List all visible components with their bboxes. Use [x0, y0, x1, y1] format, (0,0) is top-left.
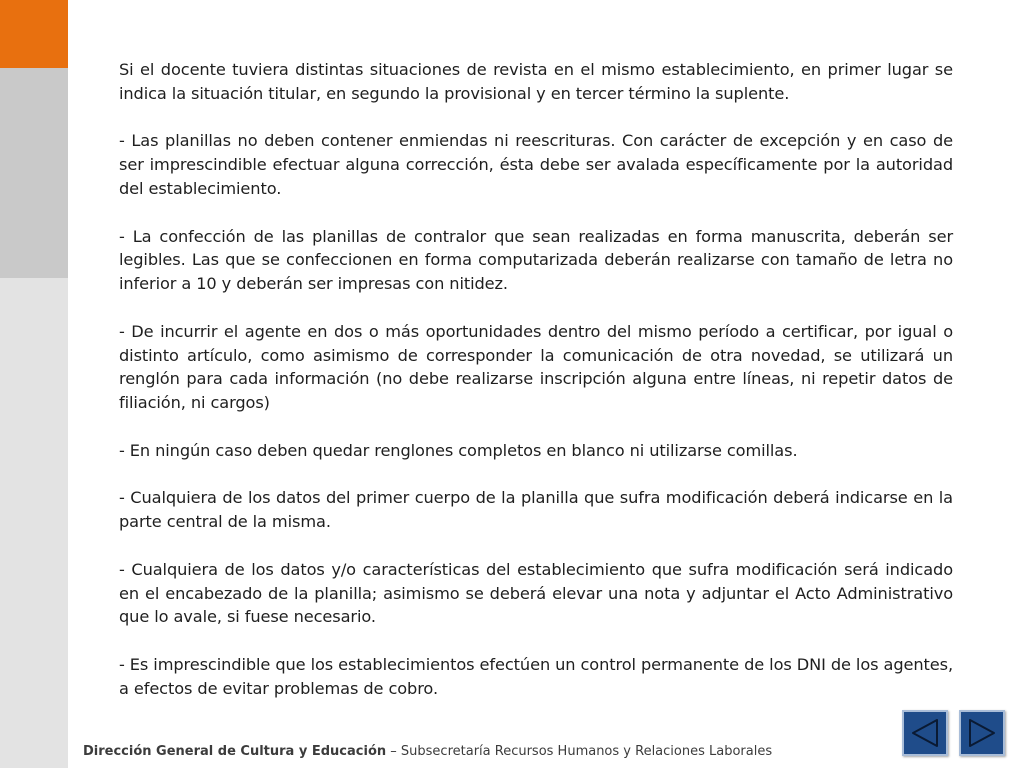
sidebar-accent-orange [0, 0, 68, 68]
paragraph-4: - De incurrir el agente en dos o más oportunidades dentro del mismo período a certificar, por igual o distinto artículo, como asimismo de corresponder la comunicación de otra novedad, se utilizará un renglón para cada información (no debe realizarse inscripción alguna entre líneas, ni repetir datos de filiación, ni cargos) [119, 321, 953, 413]
paragraph-6: - Cualquiera de los datos del primer cuerpo de la planilla que sufra modificación deberá indicarse en la parte central de la misma. [119, 488, 953, 532]
slide-body [119, 58, 953, 701]
paragraph-2: - Las planillas no deben contener enmiendas ni reescrituras. Con carácter de excepción y en caso de ser imprescindible efectuar alguna corrección, ésta debe ser avalada específicamente por la autoridad del establecimiento. [119, 131, 953, 198]
paragraph-8: - Es imprescindible que los establecimientos efectúen un control permanente de los DNI de los agentes, a efectos de evitar problemas de cobro. [119, 654, 954, 698]
footer-org: Dirección General de Cultura y Educación [83, 744, 387, 759]
triangle-left-icon [908, 716, 942, 750]
slide-footer [83, 744, 772, 759]
previous-slide-button[interactable] [902, 710, 948, 756]
sidebar-panel-dark [0, 68, 68, 278]
footer-dept: – Subsecretaría Recursos Humanos y Relaciones Laborales [386, 744, 773, 759]
paragraph-1: Si el docente tuviera distintas situaciones de revista en el mismo establecimiento, en primer lugar se indica la situación titular, en segundo la provisional y en tercer término la suplente. [119, 60, 953, 103]
paragraph-3: - La confección de las planillas de contralor que sean realizadas en forma manuscrita, deberán ser legibles. Las que se confeccionen en forma computarizada deberán realizarse con tamaño de letra no inferior a 10 y deberán ser impresas con nitidez. [119, 226, 953, 294]
paragraph-5: - En ningún caso deben quedar renglones completos en blanco ni utilizarse comillas. [119, 440, 798, 460]
triangle-right-icon [965, 716, 999, 750]
next-slide-button[interactable] [959, 710, 1005, 756]
paragraph-7: - Cualquiera de los datos y/o características del establecimiento que sufra modificación será indicado en el encabezado de la planilla; asimismo se deberá elevar una nota y adjuntar el Acto Administrativo que lo avale, si fuese necesario. [119, 559, 953, 627]
sidebar-panel-light [0, 278, 68, 768]
